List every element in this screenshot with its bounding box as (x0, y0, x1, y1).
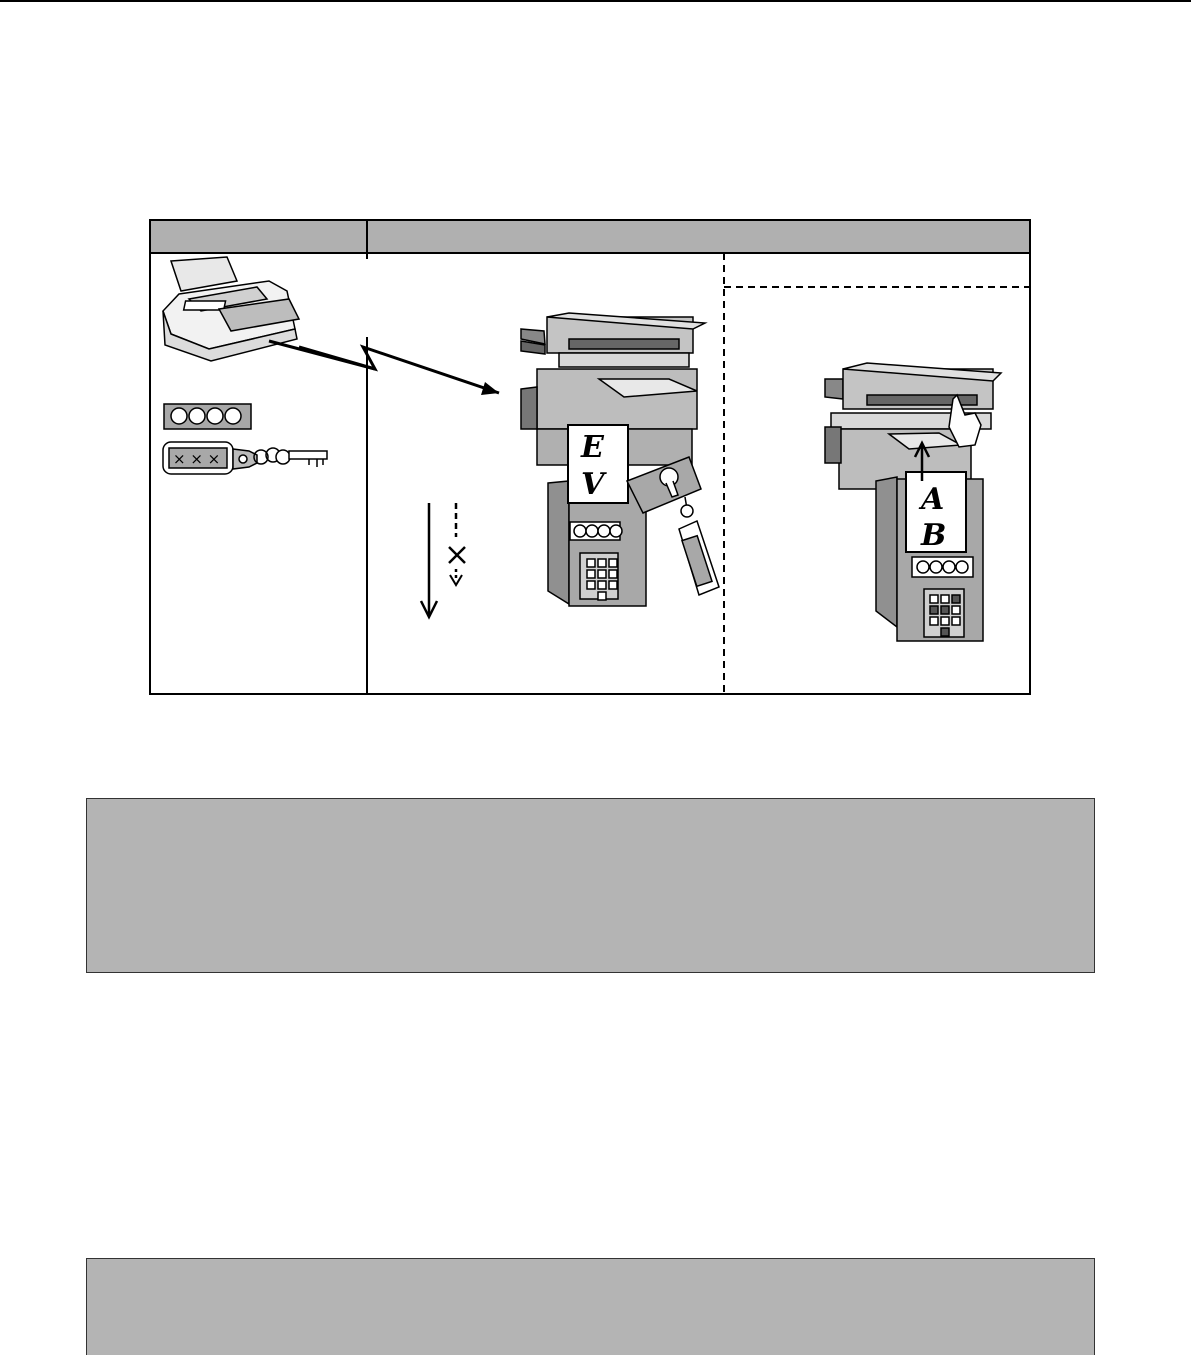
diagram-header-band (150, 220, 1030, 253)
document-letter-a: A (921, 482, 945, 517)
document-letter-e: E (581, 430, 604, 465)
diagram-illustration (149, 219, 1031, 695)
document-letter-v: V (581, 467, 605, 502)
note-box-1 (86, 798, 1095, 973)
confidential-fax-diagram (149, 219, 1031, 695)
document-letter-b: B (921, 518, 947, 553)
svg-text:× × ×: × × × (173, 450, 221, 468)
password-code-icon (164, 404, 251, 429)
note-box-2 (86, 1258, 1095, 1355)
page-top-rule (0, 0, 1191, 2)
